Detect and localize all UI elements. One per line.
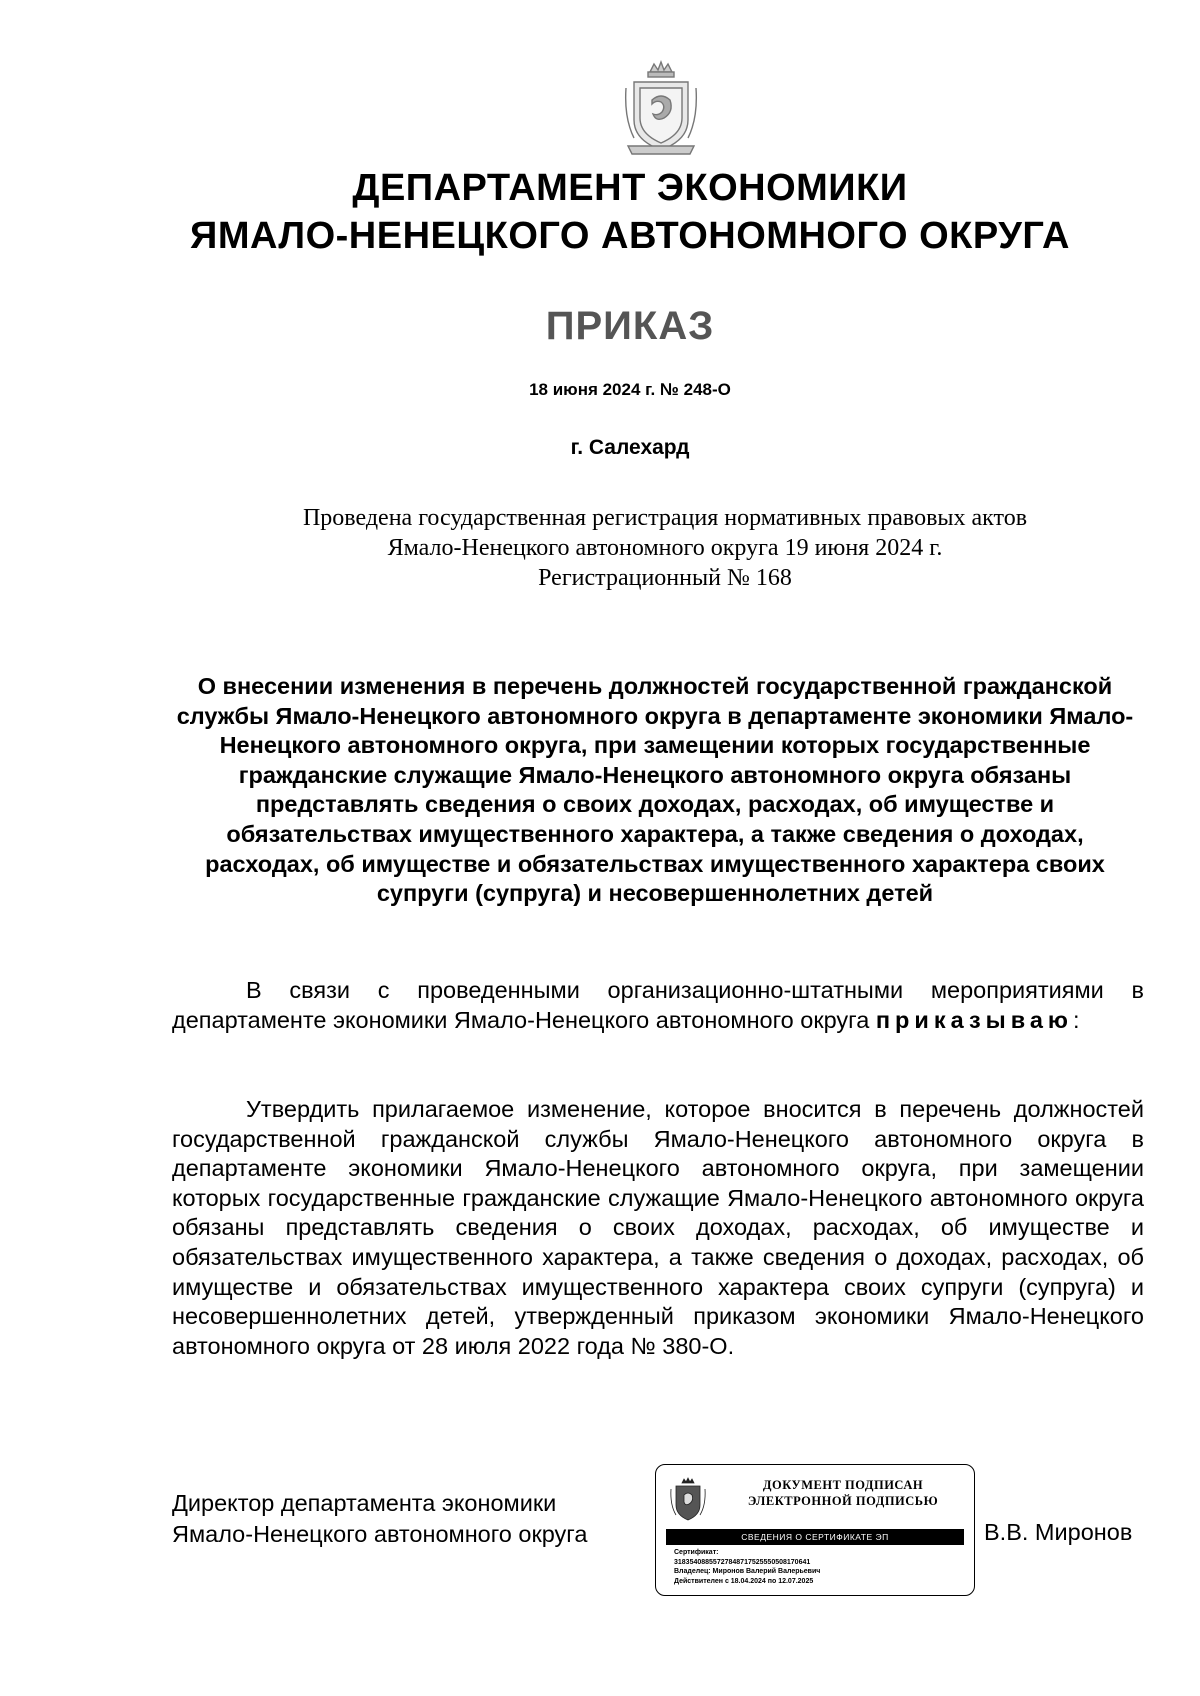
registration-line3: Регистрационный № 168 <box>538 565 792 591</box>
stamp-cert-number: 31835408855727848717525550508170641 <box>674 1558 811 1566</box>
order-date-number: 18 июня 2024 г. № 248-О <box>529 380 731 399</box>
stamp-certificate-info <box>674 1548 964 1586</box>
department-title <box>100 164 1160 260</box>
department-title-line1: ДЕПАРТАМЕНТ ЭКОНОМИКИ <box>352 167 908 209</box>
body-paragraph-1 <box>172 976 1144 1035</box>
registration-note <box>190 503 1140 593</box>
stamp-emblem-icon <box>668 1477 708 1523</box>
stamp-heading <box>718 1477 968 1509</box>
order-verb: приказываю <box>875 1006 1073 1033</box>
department-title-line2: ЯМАЛО-НЕНЕЦКОГО АВТОНОМНОГО ОКРУГА <box>190 215 1070 257</box>
para1-end: : <box>1072 1006 1080 1033</box>
electronic-signature-stamp <box>655 1464 975 1596</box>
order-city: г. Салехард <box>570 436 690 459</box>
stamp-heading-line2: ЭЛЕКТРОННОЙ ПОДПИСЬЮ <box>747 1494 939 1508</box>
order-subject: О внесении изменения в перечень должностей государственной гражданской службы Ямало-Ненецкого автономного округа в департаменте экономики Ямало-Ненецкого автономного округа, при замещении которых государственные гражданские служащие Ямало-Ненецкого автономного округа обязаны представлять сведения о своих доходах, расходах, об имуществе и обязательствах имущественного характера, а также сведения о доходах, расходах, об имуществе и обязательствах имущественного характера своих супруги (супруга) и несовершеннолетних детей <box>176 673 1134 907</box>
signer-name: В.В. Миронов <box>984 1519 1133 1545</box>
stamp-valid: Действителен с 18.04.2024 по 12.07.2025 <box>674 1577 814 1585</box>
order-heading: ПРИКАЗ <box>545 304 715 348</box>
coat-of-arms-icon <box>620 58 702 158</box>
signer-title <box>172 1488 587 1550</box>
body-paragraph-2: Утвердить прилагаемое изменение, которое вносится в перечень должностей государственной гражданской службы Ямало-Ненецкого автономного округа в департаменте экономики Ямало-Ненецкого автономного округа, при замещении которых государственные гражданские служащие Ямало-Ненецкого автономного округа обязаны представлять сведения о своих доходах, расходах, об имуществе и обязательствах имущественного характера, а также сведения о доходах, расходах, об имуществе и обязательствах имущественного характера своих супруги (супруга) и несовершеннолетних детей, утвержденный приказом экономики Ямало-Ненецкого автономного округа от 28 июля 2022 года № 380-О. <box>172 1096 1144 1359</box>
stamp-heading-line1: ДОКУМЕНТ ПОДПИСАН <box>762 1478 924 1492</box>
stamp-certificate-bar: СВЕДЕНИЯ О СЕРТИФИКАТЕ ЭП <box>666 1529 964 1545</box>
registration-line1: Проведена государственная регистрация нормативных правовых актов <box>302 505 1028 531</box>
stamp-owner: Владелец: Миронов Валерий Валерьевич <box>674 1568 821 1575</box>
registration-line2: Ямало-Ненецкого автономного округа 19 июня 2024 г. <box>387 535 943 561</box>
signer-title-line2: Ямало-Ненецкого автономного округа <box>172 1521 588 1547</box>
stamp-cert-label: Сертификат: <box>674 1549 719 1556</box>
signer-title-line1: Директор департамента экономики <box>172 1490 557 1516</box>
para1-text: В связи с проведенными организационно-штатными мероприятиями в департаменте экономики Ямало-Ненецкого автономного округа <box>172 977 1144 1033</box>
